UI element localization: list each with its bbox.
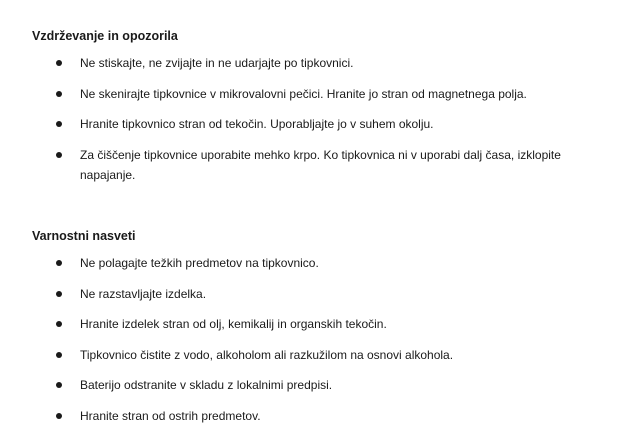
bullet-list: [32, 253, 612, 426]
section-maintenance-warnings: [32, 27, 612, 195]
list-item: Ne stiskajte, ne zvijajte in ne udarjajte po tipkovnici.: [32, 53, 612, 73]
list-item: Hranite tipkovnico stran od tekočin. Uporabljajte jo v suhem okolju.: [32, 114, 612, 134]
list-item: Ne polagajte težkih predmetov na tipkovnico.: [32, 253, 612, 273]
section-title: Vzdrževanje in opozorila: [32, 29, 178, 43]
list-item: Baterijo odstranite v skladu z lokalnimi predpisi.: [32, 375, 612, 395]
list-item: Ne skenirajte tipkovnice v mikrovalovni pečici. Hranite jo stran od magnetnega polja.: [32, 84, 612, 104]
list-item: Hranite stran od ostrih predmetov.: [32, 406, 612, 426]
list-item: Za čiščenje tipkovnice uporabite mehko krpo. Ko tipkovnica ni v uporabi dalj časa, izklopite napajanje.: [32, 145, 612, 185]
bullet-list: [32, 53, 612, 185]
section-title: Varnostni nasveti: [32, 229, 136, 243]
list-item: Tipkovnico čistite z vodo, alkoholom ali razkužilom na osnovi alkohola.: [32, 345, 612, 365]
list-item: Hranite izdelek stran od olj, kemikalij in organskih tekočin.: [32, 314, 612, 334]
list-item: Ne razstavljajte izdelka.: [32, 284, 612, 304]
section-safety-tips: [32, 227, 612, 436]
